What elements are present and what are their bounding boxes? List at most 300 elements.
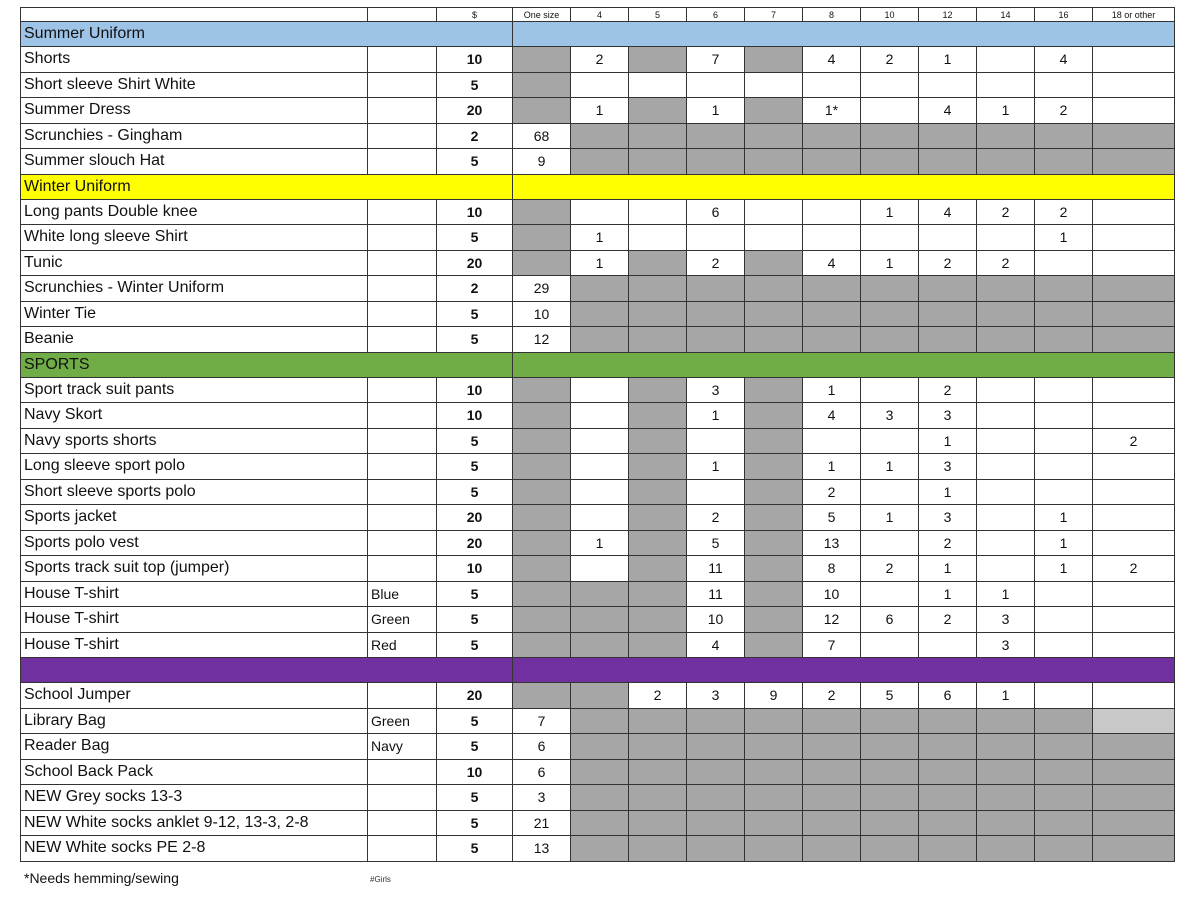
item-price: 5: [437, 72, 513, 98]
qty-cell: 5: [803, 505, 861, 531]
header-cell: One size: [513, 8, 571, 22]
na-cell: [571, 149, 629, 175]
na-cell: [745, 149, 803, 175]
item-name: Shorts: [21, 47, 368, 73]
na-cell: [629, 556, 687, 582]
na-cell: [513, 479, 571, 505]
na-cell: [629, 250, 687, 276]
na-cell: [1093, 149, 1175, 175]
qty-cell: 2: [1035, 199, 1093, 225]
item-colour: [368, 403, 437, 429]
table-row: [21, 250, 1175, 276]
qty-cell: 3: [977, 607, 1035, 633]
na-cell: [1093, 836, 1175, 862]
item-price: 5: [437, 581, 513, 607]
na-cell: [629, 607, 687, 633]
item-price: 5: [437, 708, 513, 734]
na-cell: [571, 708, 629, 734]
qty-cell: [803, 72, 861, 98]
na-cell: [745, 810, 803, 836]
na-cell: [745, 836, 803, 862]
na-cell: [919, 734, 977, 760]
qty-cell: 5: [687, 530, 745, 556]
na-cell: [745, 734, 803, 760]
qty-cell: 2: [919, 250, 977, 276]
qty-cell: 2: [687, 505, 745, 531]
na-cell: [803, 276, 861, 302]
qty-cell: [687, 72, 745, 98]
na-cell: [1093, 785, 1175, 811]
na-cell: [977, 759, 1035, 785]
table-row: [21, 505, 1175, 531]
na-cell: [1093, 708, 1175, 734]
na-cell: [1035, 734, 1093, 760]
qty-cell: 11: [687, 581, 745, 607]
na-cell: [629, 785, 687, 811]
qty-cell: 1: [687, 98, 745, 124]
qty-cell: [919, 225, 977, 251]
item-colour: Green: [368, 708, 437, 734]
item-colour: [368, 479, 437, 505]
item-price: 20: [437, 683, 513, 709]
qty-cell: 12: [513, 327, 571, 353]
qty-cell: [571, 199, 629, 225]
na-cell: [803, 301, 861, 327]
qty-cell: [1035, 479, 1093, 505]
item-name: Scrunchies - Winter Uniform: [21, 276, 368, 302]
qty-cell: 1: [861, 199, 919, 225]
item-name: Beanie: [21, 327, 368, 353]
na-cell: [1035, 123, 1093, 149]
qty-cell: [977, 479, 1035, 505]
qty-cell: [1093, 607, 1175, 633]
table-row: [21, 708, 1175, 734]
na-cell: [803, 123, 861, 149]
na-cell: [629, 377, 687, 403]
header-cell: [21, 8, 368, 22]
item-colour: [368, 225, 437, 251]
item-colour: [368, 199, 437, 225]
na-cell: [629, 479, 687, 505]
section-band: [513, 352, 1175, 377]
na-cell: [803, 734, 861, 760]
item-price: 5: [437, 632, 513, 658]
qty-cell: 6: [687, 199, 745, 225]
item-colour: [368, 327, 437, 353]
header-cell: 10: [861, 8, 919, 22]
na-cell: [919, 708, 977, 734]
table-row: [21, 98, 1175, 124]
qty-cell: 3: [919, 454, 977, 480]
item-price: 5: [437, 836, 513, 862]
qty-cell: [1035, 377, 1093, 403]
na-cell: [861, 276, 919, 302]
na-cell: [629, 454, 687, 480]
qty-cell: 2: [687, 250, 745, 276]
na-cell: [629, 810, 687, 836]
qty-cell: [861, 225, 919, 251]
qty-cell: [571, 377, 629, 403]
qty-cell: 1: [571, 530, 629, 556]
na-cell: [629, 327, 687, 353]
item-colour: [368, 47, 437, 73]
na-cell: [687, 123, 745, 149]
qty-cell: [1035, 607, 1093, 633]
na-cell: [745, 98, 803, 124]
na-cell: [977, 708, 1035, 734]
qty-cell: 13: [803, 530, 861, 556]
na-cell: [919, 301, 977, 327]
na-cell: [977, 810, 1035, 836]
item-price: 5: [437, 454, 513, 480]
na-cell: [629, 708, 687, 734]
header-cell: 18 or other: [1093, 8, 1175, 22]
na-cell: [629, 505, 687, 531]
na-cell: [745, 327, 803, 353]
qty-cell: 3: [977, 632, 1035, 658]
header-cell: 7: [745, 8, 803, 22]
header-cell: $: [437, 8, 513, 22]
qty-cell: 3: [919, 505, 977, 531]
qty-cell: 1: [919, 479, 977, 505]
item-name: Sports track suit top (jumper): [21, 556, 368, 582]
item-name: Short sleeve sports polo: [21, 479, 368, 505]
item-name: Summer Dress: [21, 98, 368, 124]
item-name: Scrunchies - Gingham: [21, 123, 368, 149]
qty-cell: 2: [919, 530, 977, 556]
table-row: [21, 225, 1175, 251]
qty-cell: [1093, 225, 1175, 251]
na-cell: [629, 276, 687, 302]
na-cell: [571, 276, 629, 302]
item-name: House T-shirt: [21, 581, 368, 607]
footer-note: *Needs hemming/sewing: [24, 870, 179, 886]
table-row: [21, 72, 1175, 98]
qty-cell: 4: [919, 98, 977, 124]
qty-cell: [977, 530, 1035, 556]
na-cell: [687, 149, 745, 175]
na-cell: [513, 225, 571, 251]
item-colour: [368, 123, 437, 149]
item-colour: Navy: [368, 734, 437, 760]
header-cell: 12: [919, 8, 977, 22]
qty-cell: [919, 632, 977, 658]
na-cell: [977, 123, 1035, 149]
header-cell: 8: [803, 8, 861, 22]
qty-cell: 2: [861, 47, 919, 73]
qty-cell: 29: [513, 276, 571, 302]
qty-cell: 10: [687, 607, 745, 633]
item-price: 5: [437, 810, 513, 836]
na-cell: [513, 505, 571, 531]
na-cell: [571, 607, 629, 633]
header-cell: 4: [571, 8, 629, 22]
qty-cell: [977, 505, 1035, 531]
qty-cell: 1: [803, 454, 861, 480]
qty-cell: 2: [919, 377, 977, 403]
table-row: [21, 759, 1175, 785]
qty-cell: 2: [977, 250, 1035, 276]
qty-cell: 1: [571, 225, 629, 251]
section-row: [21, 22, 1175, 47]
qty-cell: 2: [1093, 556, 1175, 582]
qty-cell: [571, 454, 629, 480]
qty-cell: [1093, 683, 1175, 709]
na-cell: [977, 301, 1035, 327]
item-name: Winter Tie: [21, 301, 368, 327]
qty-cell: 6: [513, 759, 571, 785]
item-colour: Red: [368, 632, 437, 658]
qty-cell: 1: [861, 250, 919, 276]
qty-cell: 10: [803, 581, 861, 607]
section-title: SPORTS: [21, 352, 513, 377]
qty-cell: [571, 72, 629, 98]
qty-cell: [687, 428, 745, 454]
item-name: Navy Skort: [21, 403, 368, 429]
qty-cell: [1035, 581, 1093, 607]
qty-cell: 7: [803, 632, 861, 658]
na-cell: [513, 530, 571, 556]
na-cell: [513, 377, 571, 403]
qty-cell: 3: [687, 377, 745, 403]
item-price: 5: [437, 785, 513, 811]
na-cell: [861, 149, 919, 175]
na-cell: [745, 276, 803, 302]
table-row: [21, 301, 1175, 327]
na-cell: [513, 403, 571, 429]
section-band: [513, 174, 1175, 199]
qty-cell: [745, 199, 803, 225]
na-cell: [629, 47, 687, 73]
na-cell: [861, 810, 919, 836]
na-cell: [745, 632, 803, 658]
item-colour: [368, 428, 437, 454]
na-cell: [977, 734, 1035, 760]
qty-cell: 1: [687, 454, 745, 480]
qty-cell: [919, 72, 977, 98]
na-cell: [629, 98, 687, 124]
na-cell: [745, 785, 803, 811]
na-cell: [745, 708, 803, 734]
qty-cell: [1093, 454, 1175, 480]
qty-cell: [1035, 454, 1093, 480]
item-name: Library Bag: [21, 708, 368, 734]
qty-cell: [571, 403, 629, 429]
na-cell: [629, 530, 687, 556]
item-name: School Back Pack: [21, 759, 368, 785]
qty-cell: 5: [861, 683, 919, 709]
na-cell: [1035, 759, 1093, 785]
item-price: 5: [437, 301, 513, 327]
table-row: [21, 199, 1175, 225]
qty-cell: [977, 403, 1035, 429]
item-name: Long pants Double knee: [21, 199, 368, 225]
qty-cell: 12: [803, 607, 861, 633]
na-cell: [745, 47, 803, 73]
item-colour: [368, 454, 437, 480]
qty-cell: 1: [861, 454, 919, 480]
item-colour: [368, 505, 437, 531]
na-cell: [861, 123, 919, 149]
item-price: 5: [437, 327, 513, 353]
na-cell: [687, 708, 745, 734]
na-cell: [977, 836, 1035, 862]
table-row: [21, 581, 1175, 607]
qty-cell: 1: [919, 581, 977, 607]
section-band: [513, 658, 1175, 683]
item-colour: [368, 530, 437, 556]
na-cell: [803, 759, 861, 785]
na-cell: [861, 301, 919, 327]
na-cell: [629, 123, 687, 149]
qty-cell: [687, 225, 745, 251]
qty-cell: [629, 225, 687, 251]
qty-cell: [571, 556, 629, 582]
qty-cell: 3: [513, 785, 571, 811]
qty-cell: 2: [1035, 98, 1093, 124]
item-price: 5: [437, 149, 513, 175]
qty-cell: [1093, 72, 1175, 98]
qty-cell: [977, 225, 1035, 251]
qty-cell: 9: [513, 149, 571, 175]
item-colour: [368, 98, 437, 124]
item-price: 5: [437, 225, 513, 251]
table-row: [21, 149, 1175, 175]
table-row: [21, 327, 1175, 353]
qty-cell: [977, 556, 1035, 582]
qty-cell: [861, 632, 919, 658]
qty-cell: 2: [977, 199, 1035, 225]
item-colour: Green: [368, 607, 437, 633]
item-name: Long sleeve sport polo: [21, 454, 368, 480]
item-price: 20: [437, 530, 513, 556]
qty-cell: 3: [861, 403, 919, 429]
table-row: [21, 810, 1175, 836]
na-cell: [1035, 836, 1093, 862]
na-cell: [745, 123, 803, 149]
qty-cell: 2: [571, 47, 629, 73]
na-cell: [629, 301, 687, 327]
qty-cell: 1: [1035, 530, 1093, 556]
item-price: 5: [437, 428, 513, 454]
na-cell: [861, 785, 919, 811]
qty-cell: 13: [513, 836, 571, 862]
item-name: House T-shirt: [21, 632, 368, 658]
qty-cell: 1: [571, 98, 629, 124]
na-cell: [919, 759, 977, 785]
section-row: [21, 352, 1175, 377]
qty-cell: 8: [803, 556, 861, 582]
na-cell: [803, 785, 861, 811]
na-cell: [1093, 123, 1175, 149]
na-cell: [861, 734, 919, 760]
na-cell: [803, 149, 861, 175]
qty-cell: [629, 72, 687, 98]
na-cell: [1093, 810, 1175, 836]
na-cell: [1035, 276, 1093, 302]
header-cell: [368, 8, 437, 22]
na-cell: [745, 428, 803, 454]
na-cell: [513, 428, 571, 454]
na-cell: [571, 327, 629, 353]
na-cell: [687, 759, 745, 785]
item-name: Short sleeve Shirt White: [21, 72, 368, 98]
na-cell: [745, 505, 803, 531]
qty-cell: [861, 98, 919, 124]
na-cell: [745, 250, 803, 276]
qty-cell: [1093, 530, 1175, 556]
na-cell: [1035, 327, 1093, 353]
na-cell: [513, 72, 571, 98]
na-cell: [629, 581, 687, 607]
na-cell: [919, 810, 977, 836]
item-price: 5: [437, 479, 513, 505]
na-cell: [687, 301, 745, 327]
table-row: [21, 683, 1175, 709]
item-price: 20: [437, 250, 513, 276]
table-row: [21, 556, 1175, 582]
header-cell: 16: [1035, 8, 1093, 22]
na-cell: [919, 327, 977, 353]
item-price: 10: [437, 556, 513, 582]
item-price: 5: [437, 607, 513, 633]
na-cell: [1093, 734, 1175, 760]
qty-cell: [1093, 250, 1175, 276]
na-cell: [629, 759, 687, 785]
item-name: Reader Bag: [21, 734, 368, 760]
qty-cell: 1: [687, 403, 745, 429]
qty-cell: 2: [1093, 428, 1175, 454]
na-cell: [861, 759, 919, 785]
na-cell: [629, 734, 687, 760]
item-colour: [368, 301, 437, 327]
qty-cell: 6: [513, 734, 571, 760]
qty-cell: [1093, 581, 1175, 607]
na-cell: [745, 556, 803, 582]
na-cell: [803, 708, 861, 734]
na-cell: [513, 581, 571, 607]
qty-cell: 4: [803, 403, 861, 429]
qty-cell: 4: [803, 250, 861, 276]
qty-cell: [861, 377, 919, 403]
footer-tag: #Girls: [370, 875, 391, 884]
qty-cell: 6: [861, 607, 919, 633]
table-row: [21, 276, 1175, 302]
qty-cell: 1: [1035, 505, 1093, 531]
qty-cell: 6: [919, 683, 977, 709]
na-cell: [513, 607, 571, 633]
qty-cell: 4: [1035, 47, 1093, 73]
na-cell: [919, 836, 977, 862]
na-cell: [571, 734, 629, 760]
qty-cell: [1093, 632, 1175, 658]
table-row: [21, 454, 1175, 480]
qty-cell: [1035, 403, 1093, 429]
item-colour: [368, 276, 437, 302]
na-cell: [571, 632, 629, 658]
item-colour: [368, 556, 437, 582]
na-cell: [571, 810, 629, 836]
item-name: Navy sports shorts: [21, 428, 368, 454]
qty-cell: [1093, 403, 1175, 429]
na-cell: [1093, 276, 1175, 302]
na-cell: [513, 632, 571, 658]
qty-cell: 4: [919, 199, 977, 225]
na-cell: [571, 123, 629, 149]
item-name: House T-shirt: [21, 607, 368, 633]
qty-cell: [977, 72, 1035, 98]
na-cell: [513, 47, 571, 73]
